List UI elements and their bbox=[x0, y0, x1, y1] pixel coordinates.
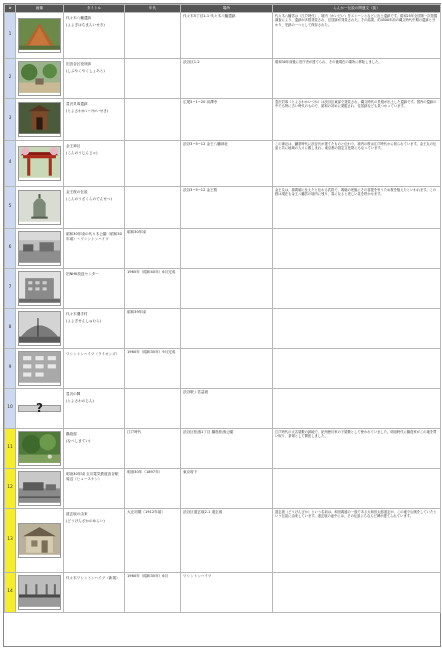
row-number: 11 bbox=[5, 429, 16, 469]
row-relation-cell bbox=[273, 469, 441, 509]
row-image-cell bbox=[16, 573, 64, 613]
row-title: 代々木選手村 bbox=[66, 312, 88, 316]
table-row bbox=[5, 349, 441, 389]
row-reading: (とよさわのじん) bbox=[66, 398, 94, 403]
row-title-cell bbox=[64, 13, 125, 59]
row-relation: 代々木八幡宮は（江戸時代）、境内（かいだい）をストーンとなどに出土遺跡です。昭和25年全国第一次発掘調査により、遺跡が多数発見され、住居跡が発見された。その結果、約4500年前の縄文時代中期の遺跡と分かり、史跡の一つとして保存された。 bbox=[275, 14, 438, 27]
row-reading: (よよぎせんしゅむら) bbox=[66, 318, 102, 323]
row-relation: 金王丸は、源義朝に仕えたと伝わる武将で、義朝の死後にその菩提を弔うため桜を植えたといわれます。この桜は現在も金王八幡宮の境内に残り、春になると美しい花を咲かせます。 bbox=[275, 188, 437, 197]
row-number: 14 bbox=[5, 573, 16, 613]
row-relation: この神社は、鎌倉時代に渋谷氏が建てたものと伝わり、境内の桜は江戸時代から知られています。金王丸の伝説と共に地域の人々に親しまれ、東京都の指定文化財にもなっています。 bbox=[275, 142, 437, 151]
row-image-cell bbox=[16, 349, 64, 389]
row-address: 渋谷区松濤1丁目 鍋島松濤公園 bbox=[181, 429, 273, 469]
row-image-cell bbox=[16, 187, 64, 229]
row-number: 9 bbox=[5, 349, 16, 389]
row-title: 豊沢貝塚遺跡 bbox=[66, 102, 88, 106]
row-title-cell bbox=[64, 141, 125, 187]
row-relation-cell bbox=[273, 13, 441, 59]
row-address: 渋谷駅 / 宮益坂 bbox=[181, 389, 273, 429]
row-image-cell bbox=[16, 509, 64, 573]
row-number: 12 bbox=[5, 469, 16, 509]
row-address: 代々木5丁目1-1 代々木八幡遺跡 bbox=[181, 13, 273, 59]
row-relation: 道玄坂（どうげんざか）という名前は、和田義盛の一族である大和田太郎道玄が、この地で山賊をしていたという伝説に由来しています。道玄坂の途中には、その伝説にちなんだ碑が建てられています。 bbox=[275, 510, 437, 519]
header-era: 年代 bbox=[125, 5, 181, 13]
row-era bbox=[125, 141, 181, 187]
row-title: 旧NHK放送センター bbox=[66, 272, 99, 276]
row-reading: (なべしまてい) bbox=[66, 438, 91, 443]
row-title-cell bbox=[64, 187, 125, 229]
row-title: 金王神社 bbox=[66, 144, 81, 148]
row-era bbox=[125, 99, 181, 141]
row-image-cell bbox=[16, 269, 64, 309]
photo-thumbnail bbox=[18, 431, 61, 465]
row-era: 昭和39年頃 bbox=[125, 309, 181, 349]
row-address: 東京府下 bbox=[181, 469, 273, 509]
row-number: 2 bbox=[5, 59, 16, 99]
row-title-cell bbox=[64, 573, 125, 613]
row-title: 道玄坂の由来 bbox=[66, 512, 88, 516]
row-era: 1960年（昭和35年）9月完成 bbox=[125, 349, 181, 389]
row-relation-cell bbox=[273, 141, 441, 187]
unknown-image-placeholder: ? bbox=[18, 405, 61, 412]
row-image-cell bbox=[16, 429, 64, 469]
heritage-table bbox=[4, 4, 441, 613]
photo-thumbnail bbox=[18, 18, 61, 52]
row-title: 代々木八幡遺跡 bbox=[66, 16, 92, 20]
table-row bbox=[5, 13, 441, 59]
row-title: 昭和30年頃の代々木公園（昭和30年頃）〜ワシントンハイツ bbox=[66, 232, 122, 241]
table-row bbox=[5, 99, 441, 141]
photo-thumbnail bbox=[18, 523, 61, 557]
row-era bbox=[125, 187, 181, 229]
row-reading: (よよぎはちまんいせき) bbox=[66, 22, 105, 27]
table-row bbox=[5, 573, 441, 613]
row-title: 鍋島邸 bbox=[66, 432, 77, 436]
row-era: 大正初期（1912年頃） bbox=[125, 509, 181, 573]
row-address: 渋谷区1-2 bbox=[181, 59, 273, 99]
row-relation: 江戸時代の大名屋敷の跡地で、紀州徳川家の下屋敷として使われていました。明治時代に鍋島家がこの地を買い取り、茶畑として開拓しました。 bbox=[275, 430, 437, 439]
photo-thumbnail bbox=[18, 311, 61, 345]
table-row bbox=[5, 389, 441, 429]
row-era: 江戸時代 bbox=[125, 429, 181, 469]
row-title-cell bbox=[64, 99, 125, 141]
row-title-cell bbox=[64, 309, 125, 349]
row-address bbox=[181, 349, 273, 389]
row-relation: 豊沢貝塚（とよさわかいづか）は渋谷区東部で発見され、縄文時代の貝殻が出土した遺跡です。国内の遺跡の中でも特に古い時代のもので、昭和の初めに発掘され、住居跡なども見つかっています。 bbox=[275, 100, 437, 109]
row-relation-cell bbox=[273, 187, 441, 229]
row-title-cell bbox=[64, 469, 125, 509]
row-era: 1965年（昭和40年）6月完成 bbox=[125, 269, 181, 309]
row-relation-cell bbox=[273, 389, 441, 429]
table-row bbox=[5, 59, 441, 99]
row-address bbox=[181, 309, 273, 349]
table-row bbox=[5, 509, 441, 573]
row-relation-cell bbox=[273, 229, 441, 269]
row-title: 明治30年頃 玉川電気鉄道渋谷駅周辺（ヒュースケン） bbox=[66, 472, 119, 481]
table-row bbox=[5, 187, 441, 229]
header-title: タイトル bbox=[64, 5, 125, 13]
header-address: 場所 bbox=[181, 5, 273, 13]
row-era bbox=[125, 59, 181, 99]
photo-thumbnail bbox=[18, 146, 61, 180]
row-image-cell bbox=[16, 389, 64, 429]
photo-thumbnail bbox=[18, 190, 61, 224]
table-row bbox=[5, 469, 441, 509]
row-title: 旧渋谷区役所跡 bbox=[66, 62, 92, 66]
row-relation-cell bbox=[273, 59, 441, 99]
row-number: 7 bbox=[5, 269, 16, 309]
row-number: 4 bbox=[5, 141, 16, 187]
row-relation-cell bbox=[273, 309, 441, 349]
row-relation-cell bbox=[273, 429, 441, 469]
row-title-cell bbox=[64, 349, 125, 389]
row-era: 明治30年（1897年） bbox=[125, 469, 181, 509]
header-relation: らんかー伝説の関連文（抜） bbox=[273, 5, 441, 13]
photo-thumbnail bbox=[18, 61, 61, 95]
row-title: ワシントンハイツ（ライオンズ） bbox=[66, 352, 120, 356]
row-image-cell bbox=[16, 229, 64, 269]
row-address bbox=[181, 269, 273, 309]
row-title: 豊沢の陣 bbox=[66, 392, 81, 396]
row-image-cell bbox=[16, 13, 64, 59]
row-number: 5 bbox=[5, 187, 16, 229]
row-image-cell bbox=[16, 141, 64, 187]
row-number: 13 bbox=[5, 509, 16, 573]
row-title-cell bbox=[64, 59, 125, 99]
row-address: 渋谷3−5−12 金王桜 bbox=[181, 187, 273, 229]
photo-thumbnail bbox=[18, 231, 61, 265]
table-row bbox=[5, 429, 441, 469]
table-row bbox=[5, 141, 441, 187]
row-image-cell bbox=[16, 309, 64, 349]
row-relation-cell bbox=[273, 349, 441, 389]
row-image-cell bbox=[16, 469, 64, 509]
row-relation-cell bbox=[273, 573, 441, 613]
photo-thumbnail bbox=[18, 271, 61, 305]
row-title: 代々木ワシントンハイツ（新規） bbox=[66, 576, 120, 580]
header-no: # bbox=[5, 5, 16, 13]
row-number: 3 bbox=[5, 99, 16, 141]
row-reading: (こんのうざくらのでんせつ) bbox=[66, 196, 112, 201]
photo-thumbnail bbox=[18, 471, 61, 505]
row-number: 6 bbox=[5, 229, 16, 269]
table-row bbox=[5, 269, 441, 309]
row-reading: (こんのうじんじゃ) bbox=[66, 150, 98, 155]
header-image: 画像 bbox=[16, 5, 64, 13]
row-image-cell bbox=[16, 59, 64, 99]
row-address: 渋谷区道玄坂2-1 道玄坂 bbox=[181, 509, 273, 573]
row-era: 昭和30年頃 bbox=[125, 229, 181, 269]
table-header-row bbox=[5, 5, 441, 13]
row-title-cell bbox=[64, 429, 125, 469]
row-era bbox=[125, 389, 181, 429]
table-row bbox=[5, 229, 441, 269]
row-relation-cell bbox=[273, 99, 441, 141]
row-title-cell bbox=[64, 269, 125, 309]
row-number: 8 bbox=[5, 309, 16, 349]
row-relation: 昭和30年前後に旧庁舎が建てられ、その後現在の場所に移転しました。 bbox=[275, 60, 382, 64]
photo-thumbnail bbox=[18, 351, 61, 385]
row-number: 1 bbox=[5, 13, 16, 59]
row-title-cell bbox=[64, 229, 125, 269]
row-address: 渋谷3−5−12 金王八幡神社 bbox=[181, 141, 273, 187]
row-relation-cell bbox=[273, 269, 441, 309]
row-address bbox=[181, 229, 273, 269]
row-reading: (どうげんざかのゆらい) bbox=[66, 518, 105, 523]
row-reading: (しぶやくやくしょあと) bbox=[66, 68, 105, 73]
row-title-cell bbox=[64, 389, 125, 429]
photo-thumbnail bbox=[18, 102, 61, 136]
table-row bbox=[5, 309, 441, 349]
row-title: 金王桜の伝説 bbox=[66, 190, 88, 194]
table-body bbox=[5, 13, 441, 613]
row-address: ワシントンハイツ bbox=[181, 573, 273, 613]
row-reading: (とよさわかいづかいせき) bbox=[66, 108, 109, 113]
row-relation-cell bbox=[273, 509, 441, 573]
row-number: 10 bbox=[5, 389, 16, 429]
photo-thumbnail bbox=[18, 575, 61, 609]
row-title-cell bbox=[64, 509, 125, 573]
row-era bbox=[125, 13, 181, 59]
row-image-cell bbox=[16, 99, 64, 141]
row-era: 1960年（昭和35年）6月 bbox=[125, 573, 181, 613]
row-address: 広尾5−1−20 羽澤寺 bbox=[181, 99, 273, 141]
document-sheet bbox=[3, 3, 441, 647]
